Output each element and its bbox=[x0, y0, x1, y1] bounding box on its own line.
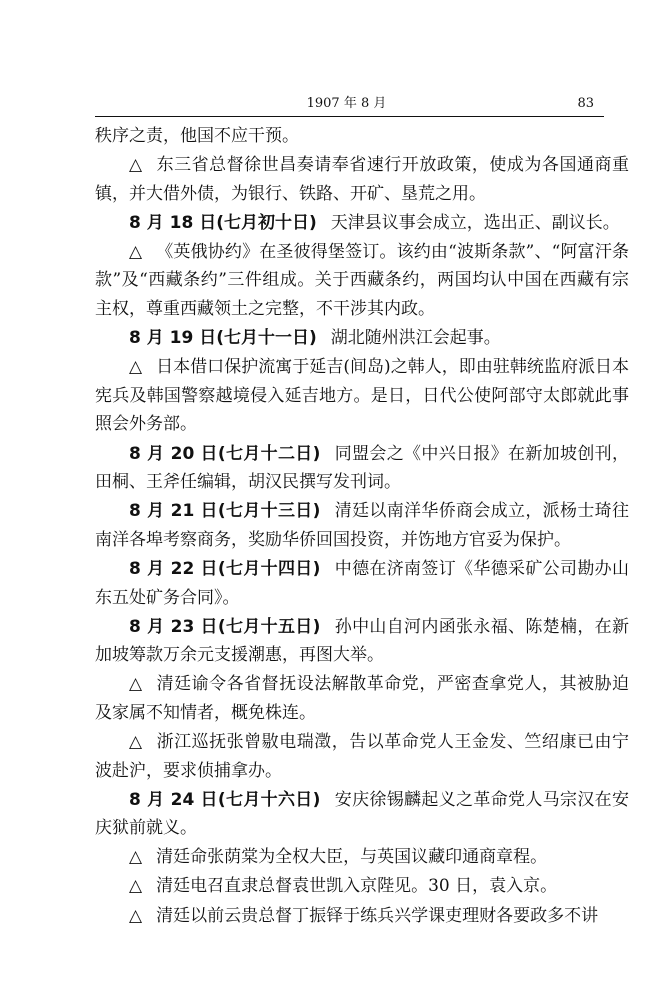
body-text bbox=[95, 122, 629, 930]
header-title: 1907 年 8 月 bbox=[306, 96, 387, 111]
paragraph bbox=[95, 872, 629, 901]
triangle-marker: △ bbox=[129, 905, 143, 926]
triangle-marker: △ bbox=[129, 155, 143, 176]
paragraph-text: 秩序之责，他国不应干预。 bbox=[95, 126, 299, 146]
paragraph bbox=[95, 843, 629, 872]
paragraph-text: 孙中山自河内函张永福、陈楚楠，在新加坡筹款万余元支援潮惠，再图大举。 bbox=[95, 616, 630, 666]
paragraph bbox=[95, 151, 629, 208]
paragraph bbox=[95, 555, 629, 612]
paragraph bbox=[95, 324, 629, 353]
entry-date: 8 月 20 日(七月十二日) bbox=[129, 443, 321, 464]
entry-date: 8 月 21 日(七月十三日) bbox=[129, 501, 321, 522]
entry-date: 8 月 19 日(七月十一日) bbox=[129, 328, 317, 349]
triangle-marker: △ bbox=[129, 241, 143, 262]
paragraph-text: 中德在济南签订《华德采矿公司勘办山东五处矿务合同》。 bbox=[95, 558, 630, 608]
paragraph bbox=[95, 613, 629, 670]
paragraph bbox=[95, 209, 629, 238]
paragraph-text: 清廷以前云贵总督丁振铎于练兵兴学课吏理财各要政多不讲 bbox=[156, 905, 599, 926]
paragraph bbox=[95, 122, 629, 151]
page-header bbox=[95, 94, 598, 114]
paragraph-text: 同盟会之《中兴日报》在新加坡创刊，田桐、王斧任编辑，胡汉民撰写发刊词。 bbox=[95, 443, 630, 493]
paragraph bbox=[95, 353, 629, 439]
paragraph bbox=[95, 497, 629, 554]
paragraph-text: 浙江巡抚张曾敭电瑞澂，告以革命党人王金发、竺绍康已由宁波赴沪，要求侦捕拿办。 bbox=[95, 731, 629, 781]
triangle-marker: △ bbox=[129, 731, 143, 752]
paragraph-text: 清廷谕令各省督抚设法解散革命党，严密查拿党人，其被胁迫及家属不知情者，概免株连。 bbox=[95, 674, 629, 723]
paragraph-text: 日本借口保护流寓于延吉(间岛)之韩人，即由驻韩统监府派日本宪兵及韩国警察越境侵入延吉地方。是日，日代公使阿部守太郎就此事照会外务部。 bbox=[95, 357, 630, 435]
entry-date: 8 月 18 日(七月初十日) bbox=[129, 212, 317, 233]
paragraph-text: 安庆徐锡麟起义之革命党人马宗汉在安庆狱前就义。 bbox=[95, 789, 630, 839]
paragraph bbox=[95, 670, 629, 727]
paragraph bbox=[95, 728, 629, 785]
paragraph bbox=[95, 440, 629, 497]
triangle-marker: △ bbox=[129, 876, 143, 897]
entry-date: 8 月 24 日(七月十六日) bbox=[129, 789, 321, 810]
paragraph-text: 天津县议事会成立，选出正、副议长。 bbox=[330, 212, 620, 233]
paragraph-text: 《英俄协约》在圣彼得堡签订。该约由“波斯条款”、“阿富汗条款”及“西藏条约”三件组成。关于西藏条约，两国均认中国在西藏有宗主权，尊重西藏领土之完整，不干涉其内政。 bbox=[95, 241, 629, 320]
paragraph-text: 清廷电召直隶总督袁世凯入京陛见。30 日，袁入京。 bbox=[156, 876, 558, 897]
triangle-marker: △ bbox=[129, 674, 143, 695]
paragraph-text: 清廷命张荫棠为全权大臣，与英国议藏印通商章程。 bbox=[156, 847, 548, 868]
paragraph-text: 湖北随州洪江会起事。 bbox=[330, 328, 501, 349]
page-number: 83 bbox=[577, 96, 594, 111]
paragraph-text: 东三省总督徐世昌奏请奉省速行开放政策，使成为各国通商重镇，并大借外债，为银行、铁路、开矿、垦荒之用。 bbox=[95, 155, 629, 204]
triangle-marker: △ bbox=[129, 357, 143, 378]
header-rule bbox=[95, 116, 604, 117]
entry-date: 8 月 22 日(七月十四日) bbox=[129, 558, 321, 579]
triangle-marker: △ bbox=[129, 847, 143, 868]
paragraph bbox=[95, 238, 629, 324]
paragraph bbox=[95, 902, 629, 931]
paragraph bbox=[95, 786, 629, 843]
entry-date: 8 月 23 日(七月十五日) bbox=[129, 616, 321, 637]
paragraph-text: 清廷以南洋华侨商会成立，派杨士琦往南洋各埠考察商务，奖励华侨回国投资，并饬地方官妥为保护。 bbox=[95, 501, 630, 550]
